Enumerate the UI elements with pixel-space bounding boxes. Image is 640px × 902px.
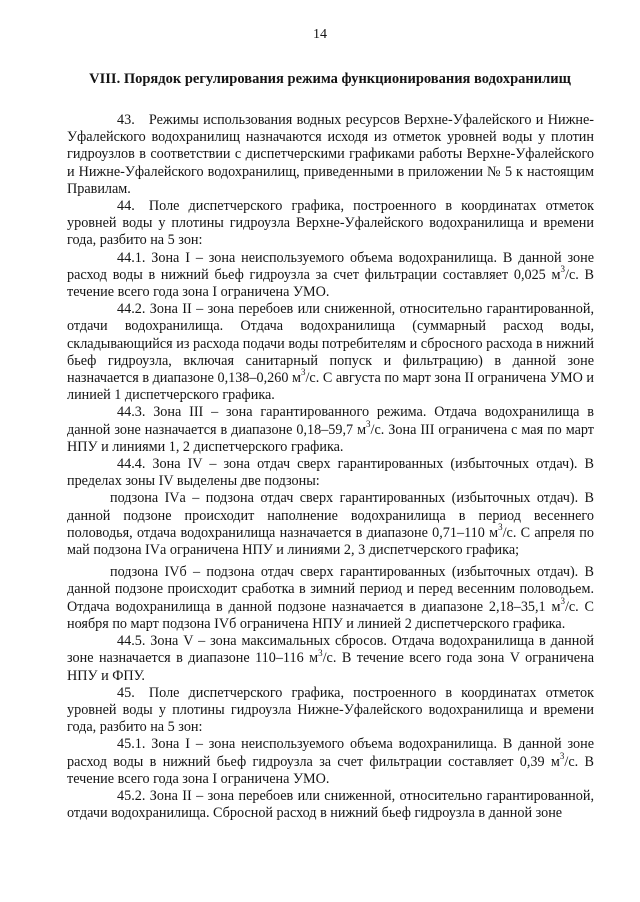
paragraph-text: 44.5. Зона V – зона максимальных сбросов. Отдача водохранилища в данной зоне назначается в диапазоне 110–116 м xyxy=(67,633,594,667)
paragraph-text: 45. Поле диспетчерского графика, построенного в координатах отметок уровней воды у плотины гидроузла Нижне-Уфалейского водохранилища и времени года, разбито на 5 зон: xyxy=(67,684,594,736)
paragraph xyxy=(67,456,594,490)
paragraph xyxy=(67,250,594,302)
paragraph-text-continued: /с. С апреля по май подзона IVа ограничена НПУ и линиями 2, 3 диспетчерского графика; xyxy=(67,524,594,559)
paragraph-text-continued: /с. Зона III ограничена с мая по март НПУ и линиями 1, 2 диспетчерского графика. xyxy=(67,421,594,455)
paragraph xyxy=(67,112,594,198)
unit-superscript: 3 xyxy=(318,647,323,658)
unit-superscript: 3 xyxy=(300,367,306,378)
section-heading: VIII. Порядок регулирования режима функционирования водохранилищ xyxy=(89,71,571,87)
paragraph-text-continued: /с. В течение всего года зона V ограничена НПУ и ФПУ. xyxy=(67,650,594,684)
paragraph-text-continued: /с. С ноября по март подзона IVб ограничена НПУ и линией 2 диспетчерского графика. xyxy=(67,598,594,632)
paragraph xyxy=(67,404,594,456)
paragraph-text-continued: /с. В течение всего года зона I ограничена УМО. xyxy=(67,266,594,301)
unit-superscript: 3 xyxy=(560,595,565,606)
unit-superscript: 3 xyxy=(366,418,371,429)
paragraph xyxy=(67,788,594,822)
paragraph xyxy=(67,633,594,685)
paragraph-text-continued: /с. С августа по март зона II ограничена УМО и линией 1 диспетчерского графика. xyxy=(67,370,594,404)
paragraph-text: 44.1. Зона I – зона неиспользуемого объема водохранилища. В данной зоне расход воды в нижний бьеф гидроузла за счет фильтрации составляет 0,025 м xyxy=(67,249,594,283)
paragraph-text-continued: /с. В течение всего года зона I ограничена УМО. xyxy=(67,753,594,787)
paragraph-text: подзона IVб – подзона отдач сверх гарантированных (избыточных отдач). В данной подзоне происходит сработка в зимний период и перед весенним половодьем. Отдача водохранилища в данной подзоне назначается в диапазоне 2,18–35,1 м xyxy=(67,564,594,615)
document-body xyxy=(67,112,594,822)
paragraph-text: 44.2. Зона II – зона перебоев или сниженной, относительно гарантированной, отдачи водохранилища. Отдача водохранилища (суммарный расход воды, складывающийся из расхода подачи воды потребителям и сбросного расхода в нижний бьеф гидроузла, включая санитарный попуск и фильтрацию) в данной зоне назначается в диапазоне 0,138–0,260 м xyxy=(67,301,594,387)
paragraph-text: 44. Поле диспетчерского графика, построенного в координатах отметок уровней воды у плотины гидроузла Верхне-Уфалейского водохранилища и времени года, разбито на 5 зон: xyxy=(67,198,594,249)
paragraph-text: 44.3. Зона III – зона гарантированного режима. Отдача водохранилища в данной зоне назначается в диапазоне 0,18–59,7 м xyxy=(67,404,594,438)
unit-superscript: 3 xyxy=(560,264,565,275)
unit-superscript: 3 xyxy=(559,750,565,761)
page-number: 14 xyxy=(313,27,327,42)
paragraph-text: 44.4. Зона IV – зона отдач сверх гарантированных (избыточных отдач). В пределах зоны IV выделены две подзоны: xyxy=(67,456,594,490)
paragraph xyxy=(67,685,594,737)
paragraph xyxy=(67,564,594,633)
paragraph xyxy=(67,736,594,788)
unit-superscript: 3 xyxy=(498,522,503,533)
paragraph-text: 45.2. Зона II – зона перебоев или сниженной, относительно гарантированной, отдачи водохранилища. Сбросной расход в нижний бьеф гидроузла в данной зоне xyxy=(67,787,594,822)
paragraph-text: 45.1. Зона I – зона неиспользуемого объема водохранилища. В данной зоне расход воды в нижний бьеф гидроузла за счет фильтрации составляет 0,39 м xyxy=(67,736,594,770)
paragraph xyxy=(67,490,594,559)
paragraph xyxy=(67,301,594,404)
paragraph xyxy=(67,198,594,250)
paragraph-text: 43. Режимы использования водных ресурсов Верхне-Уфалейского и Нижне-Уфалейского водохранилищ назначаются исходя из отметок уровней воды у плотин гидроузлов в соответствии с диспетчерскими графиками работы Верхне-Уфалейского и Нижне-Уфалейского водохранилищ, приведенными в приложении № 5 к настоящим Правилам. xyxy=(67,112,594,197)
paragraph-text: подзона IVа – подзона отдач сверх гарантированных (избыточных отдач). В данной подзоне происходит наполнение водохранилища в период весеннего половодья, отдача водохранилища назначается в диапазоне 0,71–110 м xyxy=(67,490,594,541)
